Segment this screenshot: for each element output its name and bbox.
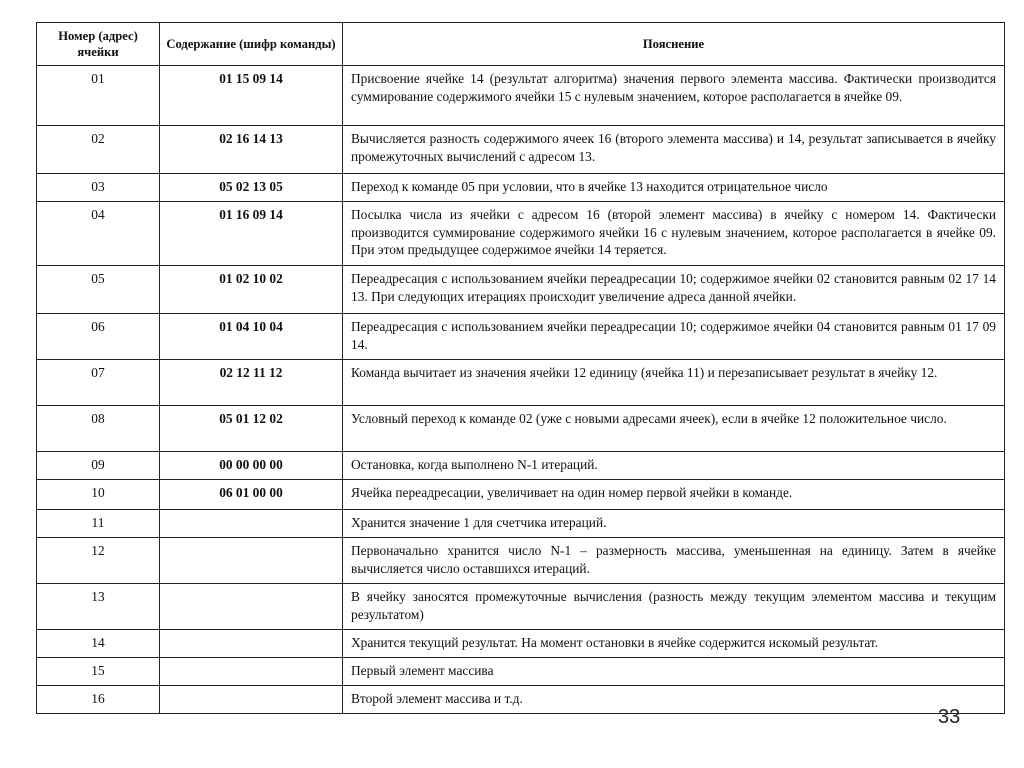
cell-command-code xyxy=(160,630,343,658)
cell-address: 01 xyxy=(37,66,160,126)
table-row xyxy=(37,538,1005,584)
cell-address: 03 xyxy=(37,174,160,202)
table-row xyxy=(37,360,1005,406)
cell-command-code: 01 16 09 14 xyxy=(160,202,343,266)
cell-explanation: Переход к команде 05 при условии, что в ячейке 13 находится отрицательное число xyxy=(343,174,1005,202)
cell-explanation: Посылка числа из ячейки с адресом 16 (второй элемент массива) в ячейку с номером 14. Фактически производится суммирование содержимого ячейки 16 с нулевым значением, которое располагается в ячейке 09. При этом предыдущее содержимое ячейки 14 теряется. xyxy=(343,202,1005,266)
cell-command-code: 06 01 00 00 xyxy=(160,480,343,510)
cell-address: 11 xyxy=(37,510,160,538)
cell-address: 15 xyxy=(37,658,160,686)
cell-command-code: 05 01 12 02 xyxy=(160,406,343,452)
cell-address: 09 xyxy=(37,452,160,480)
cell-command-code xyxy=(160,584,343,630)
cell-command-code: 00 00 00 00 xyxy=(160,452,343,480)
table-row xyxy=(37,202,1005,266)
table-row xyxy=(37,126,1005,174)
cell-address: 02 xyxy=(37,126,160,174)
cell-address: 07 xyxy=(37,360,160,406)
table-row xyxy=(37,658,1005,686)
cell-address: 16 xyxy=(37,686,160,714)
cell-address: 14 xyxy=(37,630,160,658)
cell-address: 10 xyxy=(37,480,160,510)
cell-command-code: 01 02 10 02 xyxy=(160,266,343,314)
cell-explanation: Команда вычитает из значения ячейки 12 единицу (ячейка 11) и перезаписывает результат в ячейку 12. xyxy=(343,360,1005,406)
cell-address: 05 xyxy=(37,266,160,314)
page-number: 33 xyxy=(938,706,961,728)
cell-address: 04 xyxy=(37,202,160,266)
table-row xyxy=(37,630,1005,658)
table-header-row xyxy=(37,23,1005,66)
table-row xyxy=(37,584,1005,630)
header-cell-address: Номер (адрес) ячейки xyxy=(37,23,160,66)
cell-explanation: В ячейку заносятся промежуточные вычисления (разность между текущим элементом массива и текущим результатом) xyxy=(343,584,1005,630)
table-row xyxy=(37,266,1005,314)
cell-command-code xyxy=(160,538,343,584)
header-cell-explanation: Пояснение xyxy=(343,23,1005,66)
table-row xyxy=(37,480,1005,510)
table-row xyxy=(37,452,1005,480)
cell-explanation: Ячейка переадресации, увеличивает на один номер первой ячейки в команде. xyxy=(343,480,1005,510)
table-row xyxy=(37,510,1005,538)
cell-command-code: 01 04 10 04 xyxy=(160,314,343,360)
cell-explanation: Второй элемент массива и т.д. xyxy=(343,686,1005,714)
header-cell-content: Содержание (шифр команды) xyxy=(160,23,343,66)
cell-explanation: Хранится текущий результат. На момент остановки в ячейке содержится искомый результат. xyxy=(343,630,1005,658)
cell-explanation: Вычисляется разность содержимого ячеек 16 (второго элемента массива) и 14, результат записывается в ячейку промежуточных вычислений с адресом 13. xyxy=(343,126,1005,174)
cell-command-code: 02 16 14 13 xyxy=(160,126,343,174)
cell-address: 13 xyxy=(37,584,160,630)
cell-explanation: Условный переход к команде 02 (уже с новыми адресами ячеек), если в ячейке 12 положительное число. xyxy=(343,406,1005,452)
cell-command-code xyxy=(160,510,343,538)
cell-command-code: 05 02 13 05 xyxy=(160,174,343,202)
cell-command-code xyxy=(160,658,343,686)
table-row xyxy=(37,174,1005,202)
cell-command-code xyxy=(160,686,343,714)
cell-address: 12 xyxy=(37,538,160,584)
table-row xyxy=(37,314,1005,360)
cell-explanation: Переадресация с использованием ячейки переадресации 10; содержимое ячейки 04 становится равным 01 17 09 14. xyxy=(343,314,1005,360)
cell-command-code: 02 12 11 12 xyxy=(160,360,343,406)
cell-explanation: Первоначально хранится число N-1 – размерность массива, уменьшенная на единицу. Затем в ячейке вычисляется число оставшихся итераций. xyxy=(343,538,1005,584)
cell-explanation: Хранится значение 1 для счетчика итераций. xyxy=(343,510,1005,538)
table-body xyxy=(37,66,1005,714)
table-row xyxy=(37,686,1005,714)
table-row xyxy=(37,406,1005,452)
cell-address: 06 xyxy=(37,314,160,360)
cell-explanation: Присвоение ячейке 14 (результат алгоритма) значения первого элемента массива. Фактически производится суммирование содержимого ячейки 15 с нулевым значением, которое располагается в ячейке 09. xyxy=(343,66,1005,126)
program-table xyxy=(36,22,1005,714)
cell-explanation: Остановка, когда выполнено N-1 итераций. xyxy=(343,452,1005,480)
table-row xyxy=(37,66,1005,126)
cell-command-code: 01 15 09 14 xyxy=(160,66,343,126)
cell-address: 08 xyxy=(37,406,160,452)
cell-explanation: Первый элемент массива xyxy=(343,658,1005,686)
cell-explanation: Переадресация с использованием ячейки переадресации 10; содержимое ячейки 02 становится равным 02 17 14 13. При следующих итерациях происходит увеличение адреса данной ячейки. xyxy=(343,266,1005,314)
